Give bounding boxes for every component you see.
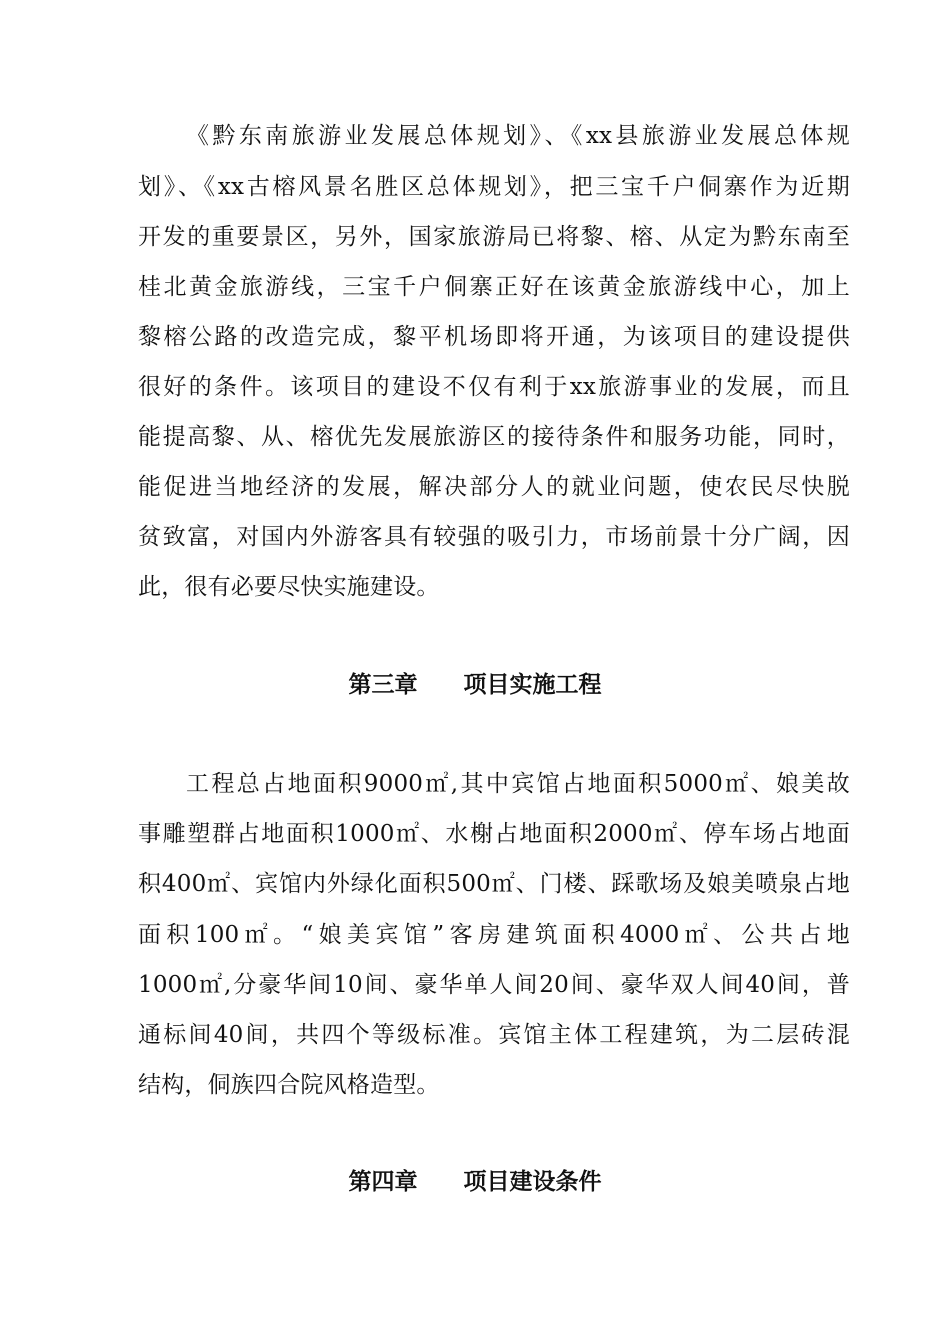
paragraph-line: 工程总占地面积9000㎡,其中宾馆占地面积5000㎡、娘美故 — [186, 771, 850, 797]
paragraph-line: 结构，侗族四合院风格造型。 — [138, 1072, 440, 1098]
paragraph-line: 黎榕公路的改造完成，黎平机场即将开通，为该项目的建设提供 — [138, 324, 850, 350]
paragraph-line: 能促进当地经济的发展，解决部分人的就业问题，使农民尽快脱 — [138, 474, 850, 500]
paragraph-line: 能提高黎、从、榕优先发展旅游区的接待条件和服务功能，同时， — [138, 424, 850, 450]
chapter-heading: 第三章 项目实施工程 — [348, 672, 602, 698]
paragraph-line: 贫致富，对国内外游客具有较强的吸引力，市场前景十分广阔，因 — [138, 524, 850, 550]
paragraph-line: 开发的重要景区，另外，国家旅游局已将黎、榕、从定为黔东南至 — [138, 224, 850, 250]
paragraph-line: 此，很有必要尽快实施建设。 — [138, 574, 440, 600]
paragraph-line: 桂北黄金旅游线，三宝千户侗寨正好在该黄金旅游线中心，加上 — [138, 274, 850, 300]
paragraph-line: 1000㎡,分豪华间10间、豪华单人间20间、豪华双人间40间，普 — [138, 972, 850, 998]
paragraph-line: 事雕塑群占地面积1000㎡、水榭占地面积2000㎡、停车场占地面 — [138, 821, 850, 847]
paragraph-line: 划》、《xx古榕风景名胜区总体规划》，把三宝千户侗寨作为近期 — [138, 174, 850, 200]
paragraph-line: 通标间40间，共四个等级标准。宾馆主体工程建筑，为二层砖混 — [138, 1022, 850, 1048]
paragraph-line: 很好的条件。该项目的建设不仅有利于xx旅游事业的发展，而且 — [138, 374, 850, 400]
paragraph-line: 积400㎡、宾馆内外绿化面积500㎡、门楼、踩歌场及娘美喷泉占地 — [138, 871, 850, 897]
chapter-heading: 第四章 项目建设条件 — [348, 1169, 602, 1195]
paragraph-line: 《黔东南旅游业发展总体规划》、《xx县旅游业发展总体规 — [186, 123, 850, 149]
paragraph-line: 面积100㎡。“娘美宾馆”客房建筑面积4000㎡、公共占地 — [138, 922, 850, 948]
